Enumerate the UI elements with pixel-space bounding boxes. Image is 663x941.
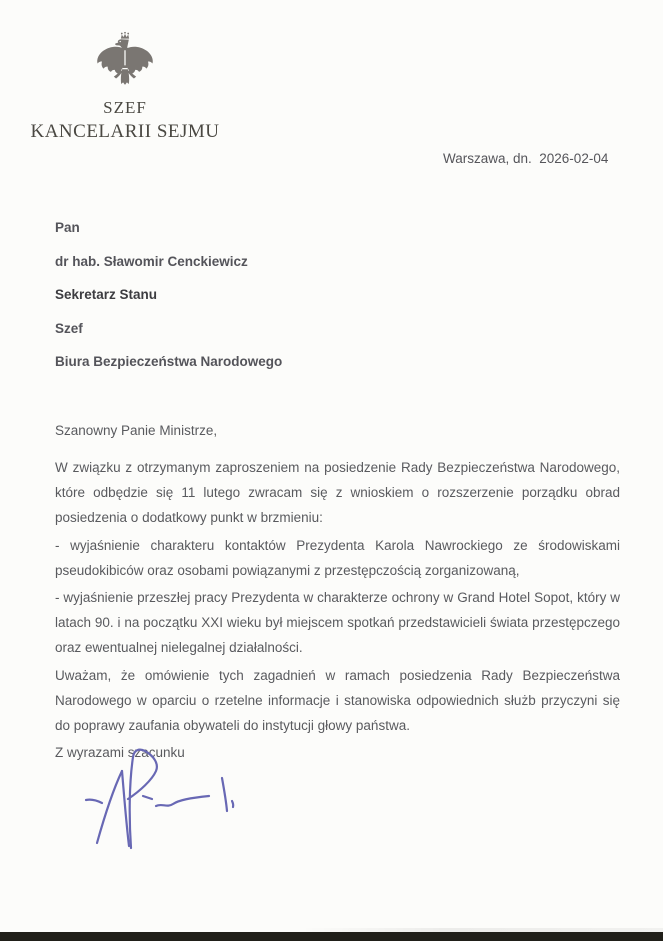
handwritten-signature [82, 744, 242, 854]
closing-phrase: Z wyrazami szacunku [55, 745, 185, 761]
salutation: Szanowny Panie Ministrze, [55, 423, 218, 438]
recipient-name: dr hab. Sławomir Cenckiewicz [55, 253, 248, 269]
recipient-block [55, 221, 282, 389]
date-line: Warszawa, dn. 2026-02-04 [443, 151, 609, 166]
polish-eagle-emblem [30, 31, 220, 91]
recipient-institution: Biura Bezpieczeństwa Narodowego [55, 354, 283, 369]
paragraph-bullet-2: - wyjaśnienie przeszłej pracy Prezydenta w charakterze ochrony w Grand Hotel Sopot, który w latach 90. i na początku XXI wieku był miejscem spotkań przedstawicieli świata przestępczego oraz ewentualnej nielegalnej działalności. [55, 590, 620, 656]
recipient-salutation: Pan [55, 220, 80, 235]
paragraph-conclusion: Uważam, że omówienie tych zagadnień w ramach posiedzenia Rady Bezpieczeństwa Narodowego w oparciu o rzetelne informacje i stanowiska odpowiednich służb przyczyni się do poprawy zaufania obywateli do instytucji głowy państwa. [55, 667, 620, 734]
letterhead [30, 31, 220, 143]
paragraph-bullet-1: - wyjaśnienie charakteru kontaktów Prezydenta Karola Nawrockiego ze środowiskami pseudokibiców oraz osobami powiązanymi z przestępczością zorganizowaną, [55, 537, 620, 578]
recipient-title-2: Szef [55, 320, 83, 336]
letterhead-title-line1: SZEF [103, 98, 147, 117]
letter-body [55, 418, 620, 765]
letterhead-title-line2: KANCELARII SEJMU [30, 121, 220, 142]
paragraph-intro: W związku z otrzymanym zaproszeniem na posiedzenie Rady Bezpieczeństwa Narodowego, które odbędzie się 11 lutego zwracam się z wnioskiem o rozszerzenie porządku obrad posiedzenia o dodatkowy punkt w brzmieniu: [55, 460, 620, 526]
scan-edge-bar [0, 932, 663, 941]
recipient-title-1: Sekretarz Stanu [55, 287, 158, 302]
